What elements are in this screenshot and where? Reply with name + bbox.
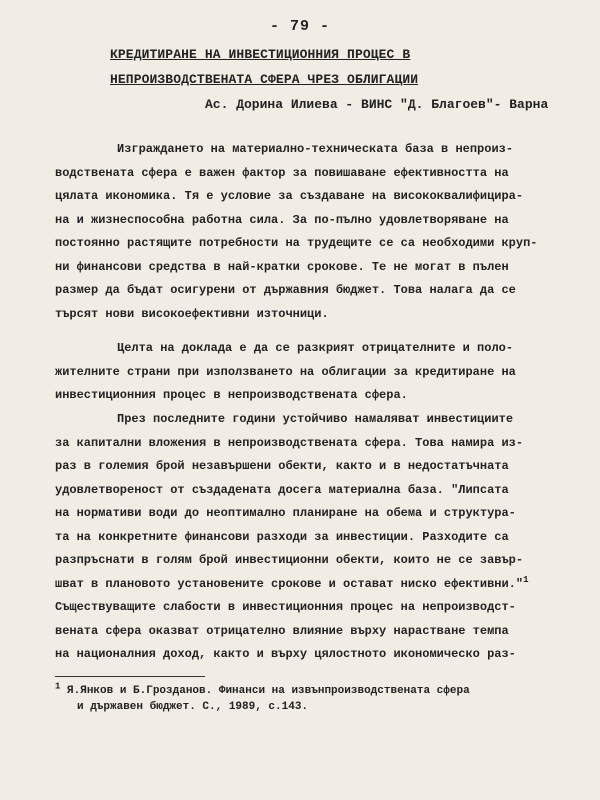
footnote-line-2: и държавен бюджет. С., 1989, с.143.: [77, 701, 309, 713]
text-line: Изграждането на материално-техническата база в непроиз-: [117, 142, 514, 156]
footnote-divider: [55, 676, 205, 677]
author-line: Ас. Дорина Илиева - ВИНС "Д. Благоев"- Варна: [205, 97, 549, 112]
text-line: размер да бъдат осигурени от държавния бюджет. Това налага да се: [55, 283, 516, 297]
footnote-text: Я.Янков и Б.Грозданов. Финанси на извънпроизводствената сфера: [67, 685, 470, 697]
text-line: за капитални вложения в непроизводствената сфера. Това намира из-: [55, 435, 524, 450]
text-line: та на конкретните финансови разходи за инвестиции. Разходите са: [55, 529, 509, 544]
text-line: шват в плановото установените срокове и остават ниско ефективни.": [55, 576, 524, 591]
footnote-reference: 1: [523, 574, 529, 585]
text-line: на и жизнеспособна работна сила. За по-пълно удовлетворяване на: [55, 212, 509, 227]
paragraph-1: [55, 138, 565, 326]
text-line: Целта на доклада е да се разкрият отрицателните и поло-: [117, 341, 514, 355]
footnote-line-1: [55, 683, 470, 699]
text-line: инвестиционния процес в непроизводствената сфера.: [55, 388, 408, 402]
paragraph-3: [55, 408, 565, 667]
text-line: През последните години устойчиво намаляват инвестициите: [117, 412, 514, 426]
text-line: разпръснати в голям брой инвестиционни обекти, които не се завър-: [55, 553, 524, 567]
text-line: водствената сфера е важен фактор за повишаване ефективността на: [55, 165, 509, 180]
page-number: - 79 -: [269, 18, 330, 35]
title-line-2: НЕПРОИЗВОДСТВЕНАТА СФЕРА ЧРЕЗ ОБЛИГАЦИИ: [110, 72, 419, 87]
text-line: раз в големия брой незавършени обекти, както и в недостатъчната: [55, 459, 509, 473]
text-line: на националния доход, както и върху цялостното икономическо раз-: [55, 647, 516, 661]
footnote-marker: 1: [55, 681, 61, 692]
text-line: на нормативи води до неоптимално планиране на обема и структура-: [55, 506, 516, 520]
title-line-1: КРЕДИТИРАНЕ НА ИНВЕСТИЦИОННИЯ ПРОЦЕС В: [110, 47, 411, 62]
text-line: ни финансови средства в най-кратки срокове. Те не могат в пълен: [55, 259, 509, 274]
text-line: цялата икономика. Тя е условие за създаване на висококвалифицира-: [55, 189, 524, 203]
text-line: удовлетвореност от създадената досега материална база. "Липсата: [55, 482, 509, 497]
text-line: жителните страни при използването на облигации за кредитиране на: [55, 364, 516, 379]
text-line-with-footnote: [55, 573, 565, 597]
text-line: търсят нови високоефективни източници.: [55, 306, 329, 321]
footnote: [55, 683, 470, 715]
paragraph-2: [55, 337, 565, 408]
text-line: Съществуващите слабости в инвестиционния процес на непроизводст-: [55, 600, 516, 614]
text-line: постоянно растящите потребности на трудещите се са необходими круп-: [55, 236, 538, 250]
text-line: вената сфера оказват отрицателно влияние върху нарастване темпа: [55, 623, 509, 638]
